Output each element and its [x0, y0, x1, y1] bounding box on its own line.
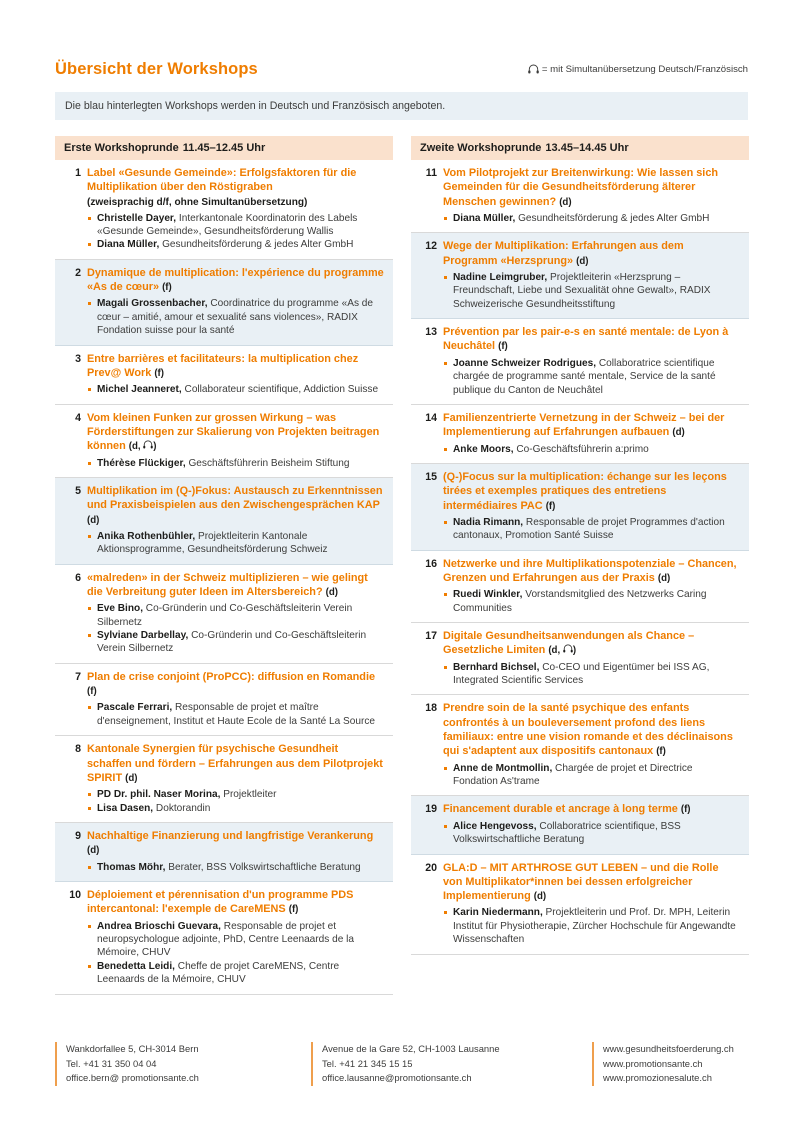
workshop-language-tag: (f)	[680, 804, 691, 816]
workshop-body	[87, 484, 384, 557]
workshop-language-tag: (f)	[498, 341, 508, 353]
speaker-entry	[443, 820, 740, 847]
speaker-name: Thomas Möhr,	[97, 861, 166, 873]
workshop-number: 12	[425, 240, 437, 253]
workshop-title-text: Financement durable et ancrage à long terme	[443, 803, 678, 816]
workshop-title-text: Nachhaltige Finanzierung und langfristige Verankerung	[87, 829, 374, 842]
speaker-entry	[87, 383, 384, 396]
speaker-name: PD Dr. phil. Naser Morina,	[97, 789, 221, 801]
speaker-entry	[443, 906, 740, 946]
workshop-language-tag: (d)	[87, 514, 100, 526]
workshop-number: 9	[75, 829, 81, 842]
workshop-item	[55, 346, 393, 405]
workshop-body	[443, 470, 740, 543]
speaker-name: Alice Hengevoss,	[453, 820, 537, 832]
workshop-body	[443, 861, 740, 947]
workshop-title	[443, 629, 740, 659]
speaker-name: Anne de Montmollin,	[453, 762, 553, 774]
workshop-item	[55, 405, 393, 478]
workshop-item	[411, 464, 749, 551]
workshop-title-text: Netzwerke und ihre Multiplikationspotenziale – Chancen, Grenzen und Erfahrungen aus der Praxis	[443, 557, 737, 584]
speaker-entry	[443, 516, 740, 543]
speaker-entry	[87, 788, 384, 801]
speaker-list	[443, 212, 740, 225]
speaker-name: Joanne Schweizer Rodrigues,	[453, 357, 597, 369]
workshop-body	[87, 670, 384, 728]
speaker-name: Ruedi Winkler,	[453, 589, 523, 601]
workshop-body	[87, 266, 384, 338]
speaker-role: Cheffe de projet CareMENS, Centre Leenaards de la Mémoire, CHUV	[97, 960, 340, 986]
speaker-role: Collaboratrice scientifique chargée de programme santé mentale, Service de la santé publique du Canton de Neuchâtel	[453, 357, 716, 396]
speaker-role: Projektleiterin «Herzsprung – Freundschaft, Liebe und Sexualität ohne Gewalt», RADIX Schweizerische Gesundheitsstiftung	[453, 271, 711, 310]
footer-line[interactable]: www.promotionsante.ch	[603, 1057, 703, 1069]
workshop-item	[55, 160, 393, 260]
speaker-name: Magali Grossenbacher,	[97, 298, 208, 310]
workshop-body	[443, 701, 740, 788]
workshop-title-text: Prendre soin de la santé psychique des enfants confrontés à un bouleversement profond des liens familiaux: entre une vision romande et des déclinaisons qui s'adaptent aux dispositifs cantonaux	[443, 702, 733, 758]
workshop-number: 7	[75, 670, 81, 683]
speaker-name: Andrea Brioschi Guevara,	[97, 920, 221, 932]
workshop-number: 17	[425, 630, 437, 643]
speaker-role: Coordinatrice du programme «As de cœur – amitié, amour et sexualité sans violences», RADIX Fondation suisse pour la santé	[97, 298, 374, 337]
speaker-name: Thérèse Flückiger,	[97, 457, 186, 469]
workshop-title-text: Plan de crise conjoint (ProPCC): diffusion en Romandie	[87, 670, 376, 683]
workshop-language-tag: (d)	[672, 427, 685, 439]
workshop-title	[443, 325, 740, 355]
workshop-title	[87, 829, 384, 859]
workshop-language-tag: (f)	[154, 367, 165, 379]
workshop-item	[411, 405, 749, 464]
speaker-list	[87, 383, 384, 396]
workshop-item	[411, 623, 749, 695]
footer-line: Tel. +41 31 350 04 04	[66, 1057, 157, 1069]
workshop-title	[87, 484, 384, 528]
footer-line: Wankdorfallee 5, CH-3014 Bern	[66, 1043, 199, 1054]
round-title: Zweite Workshoprunde	[420, 142, 542, 154]
speaker-name: Pascale Ferrari,	[97, 702, 173, 714]
workshop-body	[443, 239, 740, 311]
page-footer	[55, 1042, 748, 1086]
workshop-number: 14	[425, 411, 437, 424]
speaker-name: Anke Moors,	[453, 443, 514, 455]
round-title: Erste Workshoprunde	[64, 142, 179, 154]
headphones-icon	[143, 440, 153, 449]
workshop-item	[411, 233, 749, 319]
workshop-language-tag: (f)	[656, 746, 666, 758]
workshop-item	[55, 736, 393, 823]
workshop-number: 5	[75, 484, 81, 497]
headphones-icon	[528, 64, 539, 74]
workshop-title-text: Vom Pilotprojekt zur Breitenwirkung: Wie lassen sich Gemeinden für die Gesundheitsförderung älterer Menschen gewinnen?	[443, 167, 719, 208]
speaker-name: Sylviane Darbellay,	[97, 630, 189, 642]
speaker-name: Eve Bino,	[97, 603, 143, 615]
speaker-list	[87, 701, 384, 728]
speaker-role: Co-CEO und Eigentümer bei ISS AG, Integrated Scientific Services	[453, 661, 710, 687]
workshop-item	[55, 664, 393, 736]
workshop-language-tag: (d, )	[128, 441, 157, 453]
workshop-language-tag: (d)	[559, 196, 572, 208]
round-time: 13.45–14.45 Uhr	[545, 142, 629, 154]
round-header-first	[55, 136, 393, 160]
workshop-item	[55, 478, 393, 565]
speaker-role: Geschäftsführerin Beisheim Stiftung	[185, 457, 350, 469]
workshop-title	[87, 888, 384, 918]
workshop-title-text: Digitale Gesundheitsanwendungen als Chance – Gesetzliche Limiten	[443, 630, 695, 657]
workshop-body	[443, 802, 740, 846]
workshop-body	[87, 742, 384, 815]
speaker-list	[87, 602, 384, 656]
speaker-role: Co-Gründerin und Co-Geschäftsleiterin Verein Silbernetz	[97, 630, 367, 655]
speaker-entry	[87, 960, 384, 987]
workshop-title-text: Entre barrières et facilitateurs: la multiplication chez Prev@ Work	[87, 352, 359, 379]
workshop-item	[411, 695, 749, 796]
speaker-role: Responsable de projet Programmes d'action cantonaux, Promotion Santé Suisse	[453, 516, 725, 542]
workshop-language-tag: (d)	[533, 891, 547, 903]
footer-column-lausanne	[311, 1042, 592, 1086]
speaker-entry	[443, 212, 740, 225]
workshop-language-tag: (d)	[87, 845, 100, 857]
footer-column-websites	[592, 1042, 781, 1086]
workshop-language-tag: (f)	[545, 500, 556, 512]
speaker-entry	[443, 661, 740, 688]
workshop-language-tag: (f)	[288, 904, 299, 916]
workshop-body	[443, 325, 740, 397]
speaker-entry	[443, 357, 740, 397]
workshop-subtitle: (zweisprachig d/f, ohne Simultanübersetzung)	[87, 196, 308, 208]
speaker-role: Projektleiterin Kantonale Aktionsprogramme, Gesundheitsförderung Schweiz	[97, 530, 328, 556]
workshop-number: 16	[425, 557, 437, 570]
workshop-title	[87, 411, 384, 455]
workshop-item	[411, 319, 749, 405]
speaker-role: Vorstandsmitglied des Netzwerks Caring Communities	[453, 589, 707, 614]
speaker-name: Karin Niedermann,	[453, 907, 543, 919]
footer-column-bern	[55, 1042, 311, 1086]
workshop-title	[87, 742, 384, 786]
workshop-language-tag: (d)	[125, 772, 138, 784]
workshop-item	[411, 160, 749, 233]
workshop-title-text: Vom kleinen Funken zur grossen Wirkung – was Förderstiftungen zur Skalierung von Projekten beitragen können	[87, 411, 380, 453]
workshop-title	[443, 470, 740, 514]
headphones-icon	[563, 644, 573, 653]
workshop-title-text: Prévention par les pair-e-s en santé mentale: de Lyon à Neuchâtel	[443, 326, 729, 353]
simultaneous-translation-legend	[528, 64, 748, 75]
workshop-number: 8	[75, 743, 81, 756]
speaker-entry	[87, 802, 384, 815]
speaker-list	[87, 212, 384, 252]
speaker-entry	[443, 762, 740, 789]
speaker-entry	[443, 443, 740, 456]
workshop-body	[443, 166, 740, 225]
workshop-number: 15	[425, 470, 437, 483]
round-time: 11.45–12.45 Uhr	[182, 142, 266, 154]
speaker-list	[443, 906, 740, 946]
speaker-role: Projektleiterin und Prof. Dr. MPH, Leiterin Institut für Physiotherapie, Zürcher Hochschule für Angewandte Wissenschaften	[453, 907, 736, 946]
workshop-body	[87, 571, 384, 656]
workshop-title	[443, 411, 740, 441]
workshop-language-tag: (d)	[657, 572, 671, 584]
workshop-title-text: Déploiement et pérennisation d'un programme PDS intercantonal: l'exemple de CareMENS	[87, 888, 354, 916]
workshop-body	[87, 888, 384, 987]
speaker-role: Interkantonale Koordinatorin des Labels «Gesunde Gemeinde», Gesundheitsförderung Wallis	[97, 212, 358, 237]
workshop-number: 1	[75, 167, 81, 179]
speaker-name: Benedetta Leidi,	[97, 960, 175, 972]
speaker-role: Gesundheitsförderung & jedes Alter GmbH	[515, 212, 710, 224]
speaker-role: Gesundheitsförderung & jedes Alter GmbH	[159, 239, 354, 251]
workshop-item	[55, 823, 393, 882]
round-header-second	[411, 136, 749, 160]
footer-line: Avenue de la Gare 52, CH-1003 Lausanne	[322, 1043, 500, 1054]
workshop-number: 2	[75, 266, 81, 279]
workshop-number: 10	[69, 888, 81, 901]
workshop-title	[443, 239, 740, 269]
workshop-language-tag: (d)	[576, 255, 589, 267]
workshop-title	[87, 571, 384, 601]
workshop-title	[443, 557, 740, 587]
speaker-role: Co-Geschäftsführerin a:primo	[513, 443, 649, 455]
legend-text: = mit Simultanübersetzung Deutsch/Französisch	[541, 63, 748, 75]
speaker-name: Nadine Leimgruber,	[453, 271, 548, 283]
workshop-title-text: Multiplikation im (Q-)Fokus: Austausch zu Erkenntnissen und Praxisbeispielen aus den Zwischengesprächen KAP	[87, 484, 383, 512]
speaker-list	[87, 457, 384, 470]
speaker-role: Responsable de projet et neuropsychologue adjointe, PhD, Centre Leenaards de la Mémoire, CHUV	[97, 920, 355, 959]
workshop-title-text: Familienzentrierte Vernetzung in der Schweiz – bei der Implementierung auf Erfahrungen aufbauen	[443, 411, 725, 439]
workshop-title-text: GLA:D – MIT ARTHROSE GUT LEBEN – und die Rolle von Multiplikator*innen bei dessen erfolgreicher Implementierung	[443, 861, 719, 903]
workshop-columns	[55, 136, 748, 995]
workshop-title-text: Dynamique de multiplication: l'expérience du programme «As de cœur»	[87, 266, 384, 294]
workshop-number: 19	[425, 803, 437, 816]
speaker-entry	[87, 297, 384, 337]
workshop-language-tag: (f)	[87, 686, 97, 698]
speaker-role: Co-Gründerin und Co-Geschäftsleiterin Verein Silbernetz	[97, 603, 353, 628]
speaker-role: Collaborateur scientifique, Addiction Suisse	[181, 384, 379, 396]
workshop-title	[443, 861, 740, 905]
footer-line: office.lausanne@promotionsante.ch	[322, 1072, 472, 1084]
workshop-body	[443, 629, 740, 687]
speaker-name: Diana Müller,	[453, 212, 516, 224]
workshop-item	[55, 565, 393, 664]
speaker-name: Michel Jeanneret,	[97, 384, 182, 396]
workshop-body	[87, 411, 384, 470]
speaker-entry	[87, 602, 384, 629]
workshop-title	[87, 352, 384, 382]
page-header	[55, 60, 748, 79]
workshop-number: 13	[425, 326, 437, 339]
speaker-list	[87, 861, 384, 874]
speaker-entry	[443, 271, 740, 311]
footer-line[interactable]: www.promozionesalute.ch	[603, 1072, 712, 1084]
speaker-list	[87, 920, 384, 987]
workshop-body	[443, 557, 740, 615]
speaker-list	[443, 357, 740, 397]
workshop-title	[87, 266, 384, 296]
workshop-title-text: Label «Gesunde Gemeinde»: Erfolgsfaktoren für die Multiplikation über den Röstigraben	[87, 167, 357, 194]
workshop-body	[87, 166, 384, 252]
speaker-entry	[87, 238, 384, 251]
intro-note: Die blau hinterlegten Workshops werden in Deutsch und Französisch angeboten.	[55, 92, 748, 120]
speaker-role: Chargée de projet et Directrice Fondation As'trame	[453, 762, 693, 788]
speaker-list	[443, 443, 740, 456]
speaker-name: Lisa Dasen,	[97, 802, 154, 814]
speaker-role: Responsable de projet et maître d'enseignement, Institut et Haute Ecole de la Santé La Source	[97, 702, 376, 727]
column-second-round	[411, 136, 749, 955]
speaker-entry	[87, 212, 384, 239]
speaker-list	[87, 530, 384, 557]
workshop-item	[55, 260, 393, 346]
workshop-body	[87, 352, 384, 397]
workshop-number: 20	[425, 861, 437, 874]
workshop-number: 4	[75, 411, 81, 424]
workshop-title	[87, 166, 384, 195]
column-first-round	[55, 136, 393, 995]
footer-line[interactable]: www.gesundheitsfoerderung.ch	[603, 1043, 734, 1054]
workshop-item	[411, 551, 749, 623]
workshop-language-tag: (f)	[162, 282, 172, 294]
workshop-title	[443, 166, 740, 210]
speaker-entry	[443, 588, 740, 615]
speaker-list	[443, 588, 740, 615]
speaker-entry	[87, 457, 384, 470]
workshop-body	[87, 829, 384, 874]
speaker-entry	[87, 920, 384, 960]
workshop-title-text: (Q-)Focus sur la multiplication: échange sur les leçons tirées et exemples pratiques des entretiens intermédiaires PAC	[443, 470, 727, 512]
speaker-entry	[87, 861, 384, 874]
speaker-name: Christelle Dayer,	[97, 212, 177, 224]
workshop-title-text: «malreden» in der Schweiz multiplizieren – wie gelingt die Verbreitung guter Ideen im Altersbereich?	[87, 571, 368, 598]
speaker-name: Bernhard Bichsel,	[453, 661, 540, 673]
workshop-title	[443, 802, 740, 817]
speaker-role: Projektleiter	[220, 789, 277, 801]
speaker-list	[443, 762, 740, 789]
workshop-title	[443, 701, 740, 759]
workshop-number: 3	[75, 352, 81, 365]
workshop-language-tag: (d)	[325, 586, 339, 598]
speaker-list	[87, 788, 384, 815]
page-title: Übersicht der Workshops	[55, 60, 258, 78]
workshop-number: 11	[425, 167, 437, 179]
speaker-list	[443, 271, 740, 311]
speaker-role: Berater, BSS Volkswirtschaftliche Beratung	[165, 861, 361, 873]
speaker-entry	[87, 701, 384, 728]
speaker-entry	[87, 530, 384, 557]
workshop-number: 6	[75, 571, 81, 584]
speaker-list	[87, 297, 384, 337]
workshop-list-second-round	[411, 160, 749, 955]
workshop-item	[411, 855, 749, 955]
footer-line: office.bern@ promotionsante.ch	[66, 1072, 199, 1084]
speaker-entry	[87, 629, 384, 656]
speaker-name: Anika Rothenbühler,	[97, 530, 196, 542]
workshop-list-first-round	[55, 160, 393, 995]
speaker-list	[443, 516, 740, 543]
workshop-title-text: Wege der Multiplikation: Erfahrungen aus dem Programm «Herzsprung»	[443, 240, 684, 267]
workshop-title-text: Kantonale Synergien für psychische Gesundheit schaffen und fördern – Erfahrungen aus dem Pilotprojekt SPIRIT	[87, 743, 383, 784]
workshop-item	[411, 796, 749, 854]
workshop-item	[55, 882, 393, 995]
speaker-name: Diana Müller,	[97, 239, 160, 251]
speaker-list	[443, 820, 740, 847]
workshop-title	[87, 670, 384, 700]
speaker-role: Doktorandin	[153, 802, 211, 814]
workshop-number: 18	[425, 702, 437, 715]
speaker-name: Nadia Rimann,	[453, 516, 524, 528]
workshop-body	[443, 411, 740, 456]
speaker-list	[443, 661, 740, 688]
speaker-role: Collaboratrice scientifique, BSS Volkswirtschaftliche Beratung	[453, 820, 681, 846]
workshop-language-tag: (d, )	[548, 645, 577, 657]
footer-line: Tel. +41 21 345 15 15	[322, 1057, 413, 1069]
